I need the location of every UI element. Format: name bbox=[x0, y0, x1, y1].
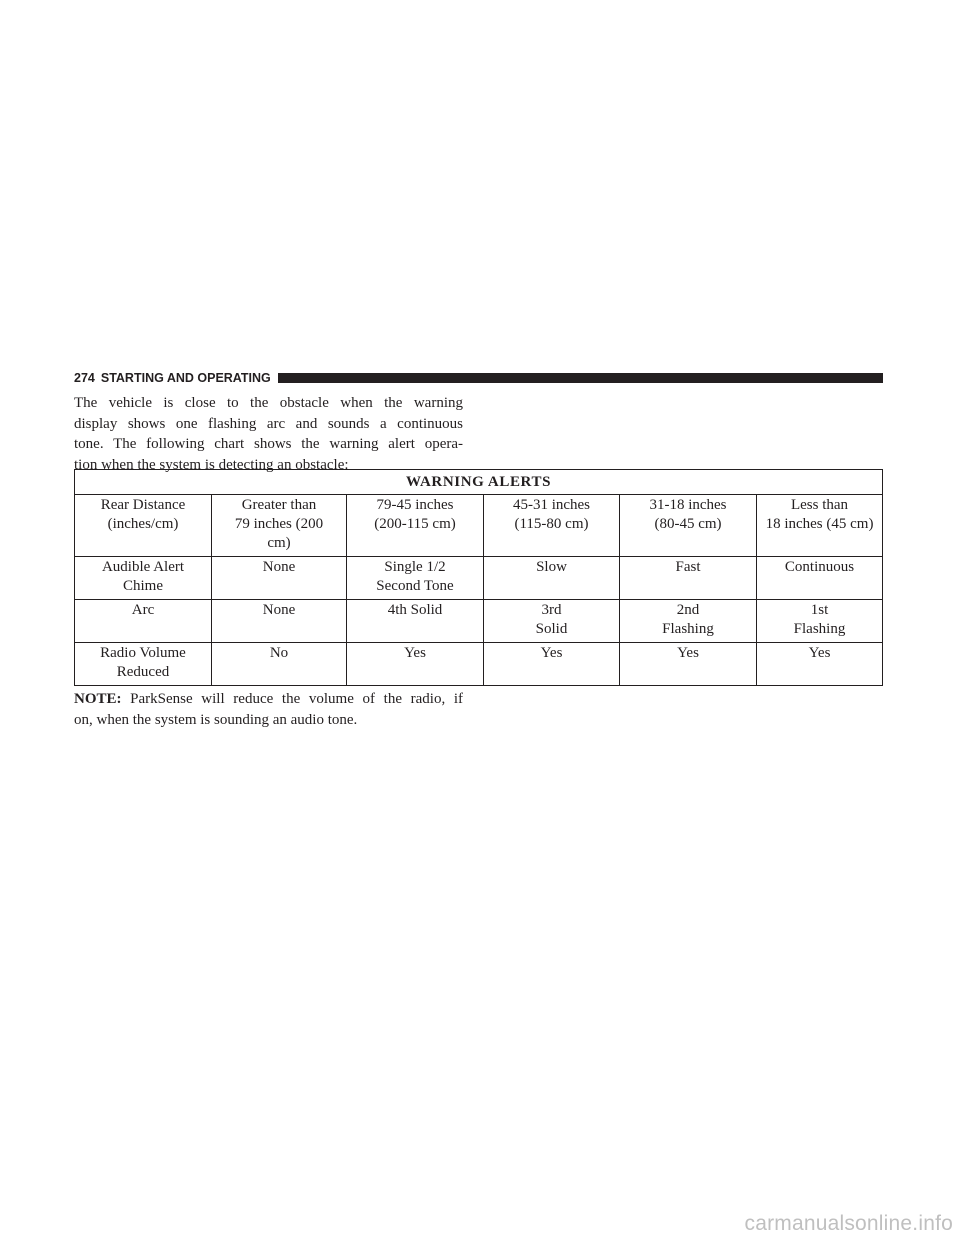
section-title: STARTING AND OPERATING bbox=[100, 371, 271, 385]
warning-alerts-table bbox=[74, 469, 883, 686]
watermark: carmanualsonline.info bbox=[744, 1212, 953, 1235]
table-cell: Less than 18 inches (45 cm) bbox=[757, 495, 883, 557]
page-header bbox=[74, 371, 883, 385]
table-cell: Yes bbox=[757, 643, 883, 686]
table-cell: 2nd Flashing bbox=[620, 600, 757, 643]
note-paragraph bbox=[74, 689, 463, 731]
table-cell: Yes bbox=[484, 643, 620, 686]
header-rule bbox=[278, 373, 883, 383]
table-row bbox=[75, 557, 883, 600]
table-cell: None bbox=[212, 600, 347, 643]
intro-paragraph bbox=[74, 393, 463, 475]
intro-line: tion when the system is detecting an obstacle: bbox=[74, 456, 349, 473]
table-cell: Rear Distance (inches/cm) bbox=[75, 495, 212, 557]
note-text: ParkSense will reduce the volume of the radio, if bbox=[130, 691, 464, 707]
table-cell: 4th Solid bbox=[347, 600, 484, 643]
table-cell: Greater than 79 inches (200 cm) bbox=[212, 495, 347, 557]
intro-line: The vehicle is close to the obstacle when the warning bbox=[74, 395, 463, 411]
table-cell: No bbox=[212, 643, 347, 686]
table-cell: 1st Flashing bbox=[757, 600, 883, 643]
note-line-2: on, when the system is sounding an audio tone. bbox=[74, 712, 358, 728]
table-title: WARNING ALERTS bbox=[75, 470, 883, 495]
table-cell: Continuous bbox=[757, 557, 883, 600]
table-cell: Single 1/2 Second Tone bbox=[347, 557, 484, 600]
table-cell: Radio Volume Reduced bbox=[75, 643, 212, 686]
table-row bbox=[75, 600, 883, 643]
table-row bbox=[75, 643, 883, 686]
table-cell: 3rd Solid bbox=[484, 600, 620, 643]
table-cell: Audible Alert Chime bbox=[75, 557, 212, 600]
table-row bbox=[75, 495, 883, 557]
table-cell: Yes bbox=[347, 643, 484, 686]
note-line-1 bbox=[74, 689, 463, 710]
table-cell: 31-18 inches (80-45 cm) bbox=[620, 495, 757, 557]
table-cell: None bbox=[212, 557, 347, 600]
note-label: NOTE: bbox=[74, 691, 122, 707]
intro-line: display shows one flashing arc and sounds a continuous bbox=[74, 415, 463, 432]
intro-line: tone. The following chart shows the warning alert opera- bbox=[74, 436, 463, 452]
page-number: 274 bbox=[74, 371, 95, 385]
table-cell: 45-31 inches (115-80 cm) bbox=[484, 495, 620, 557]
table-cell: Arc bbox=[75, 600, 212, 643]
table-cell: Fast bbox=[620, 557, 757, 600]
table-cell: Slow bbox=[484, 557, 620, 600]
table-cell: 79-45 inches (200-115 cm) bbox=[347, 495, 484, 557]
table-cell: Yes bbox=[620, 643, 757, 686]
